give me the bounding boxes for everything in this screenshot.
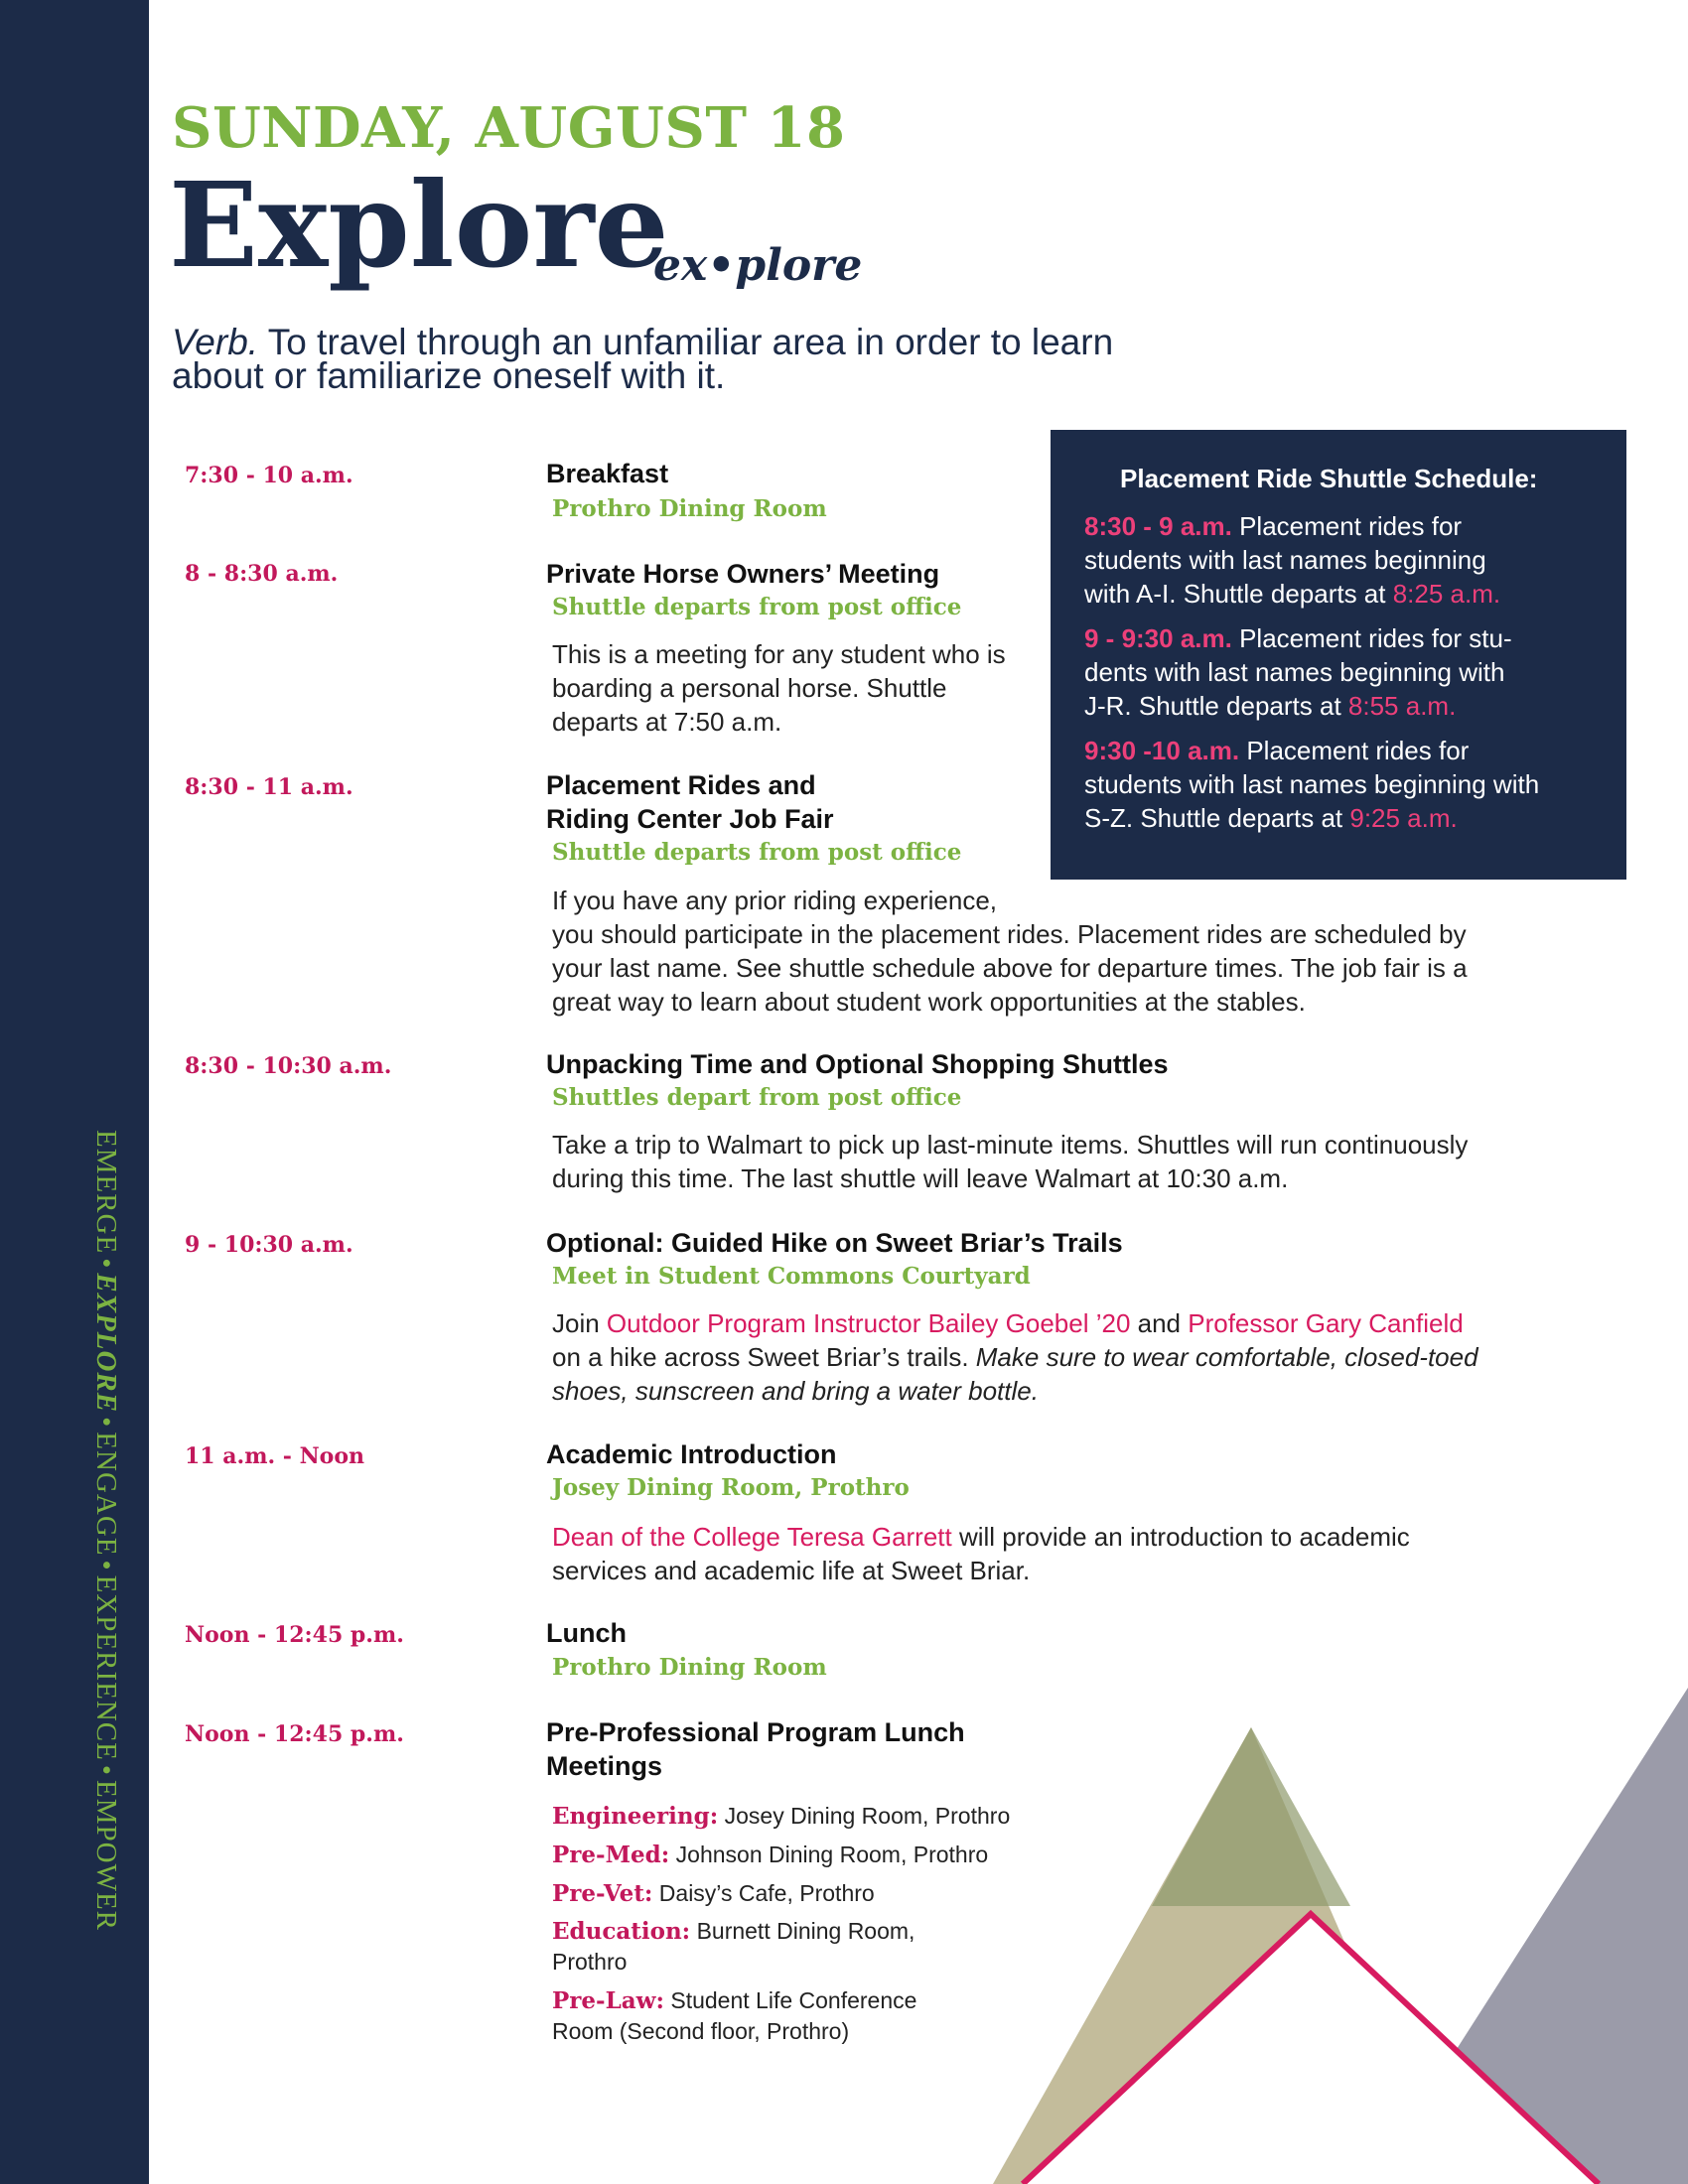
event-time: 9 - 10:30 a.m. [185,1232,353,1258]
program-item: Engineering: Josey Dining Room, Prothro [552,1803,1011,1830]
event-description: This is a meeting for any student who is boarding a personal horse. Shuttle departs at 7:50 a.m. [552,639,1006,737]
event-time: 11 a.m. - Noon [185,1443,365,1469]
shuttle-item: 9:30 -10 a.m. Placement rides for students with last names beginning with S-Z. Shuttle departs at 9:25 a.m. [1084,736,1540,833]
definition-line: about or familiarize oneself with it. [172,355,726,396]
event-time: 8:30 - 10:30 a.m. [185,1053,392,1079]
event-time: Noon - 12:45 p.m. [185,1721,404,1747]
professor-link: Professor Gary Canfield [1188,1308,1464,1338]
event-time: Noon - 12:45 p.m. [185,1622,404,1648]
shuttle-item: 8:30 - 9 a.m. Placement rides for students with last names beginning with A-I. Shuttle departs at 8:25 a.m. [1084,511,1501,609]
event-location: Shuttles depart from post office [552,1084,962,1111]
shuttle-schedule-box [1051,430,1626,880]
event-description: If you have any prior riding experience, you should participate in the placement rides. Placement rides are scheduled by your last name. See shuttle schedule above for departure times. The job fair is a great way to learn about student work opportunities at the stables. [552,886,1468,1017]
event-location: Shuttle departs from post office [552,594,962,620]
sidebar-word: EMPOWER [90,1780,122,1932]
meadow-sky-shape [1152,1727,1350,1906]
page-date: SUNDAY, AUGUST 18 [172,95,846,161]
sidebar-tagline: EMERGE•EXPLORE•ENGAGE•EXPERIENCE•EMPOWER [90,1130,122,1932]
event-title: Lunch [546,1618,627,1648]
shuttle-item: 9 - 9:30 a.m. Placement rides for stu- dents with last names beginning with J-R. Shuttle departs at 8:55 a.m. [1084,623,1512,721]
sidebar-word: ENGAGE [90,1432,122,1557]
event-title: Private Horse Owners’ Meeting [546,559,940,589]
shuttle-title: Placement Ride Shuttle Schedule: [1120,464,1538,493]
event-title: Unpacking Time and Optional Shopping Shuttles [546,1049,1169,1079]
event-title: Placement Rides and Riding Center Job Fair [546,770,834,834]
sidebar-word: EMERGE [90,1130,122,1255]
event-title: Pre-Professional Program Lunch Meetings [546,1717,965,1781]
program-item: Pre-Law: Student Life Conference Room (Second floor, Prothro) [552,1987,917,2044]
event-time: 8:30 - 11 a.m. [185,774,353,800]
event-location: Shuttle departs from post office [552,839,962,866]
definition-line: To travel through an unfamiliar area in order to learn [267,322,1114,362]
event-location: Prothro Dining Room [552,1654,827,1681]
program-item: Pre-Med: Johnson Dining Room, Prothro [552,1842,989,1868]
event-description: Join Outdoor Program Instructor Bailey Goebel ’20 and Professor Gary Canfield on a hike across Sweet Briar’s trails. Make sure to wear comfortable, closed-toed shoes, sunscreen and bring a water bottle. [552,1308,1478,1406]
page-title: Explore [169,156,669,294]
program-item: Education: Burnett Dining Room, Prothro [552,1918,915,1975]
event-time: 7:30 - 10 a.m. [185,463,353,488]
event-location: Prothro Dining Room [552,495,827,522]
sidebar-word: EXPERIENCE [90,1574,122,1761]
sidebar-word-highlighted: EXPLORE [90,1273,122,1414]
event-title: Optional: Guided Hike on Sweet Briar’s Trails [546,1228,1123,1258]
event-location: Meet in Student Commons Courtyard [552,1263,1031,1290]
event-description: Take a trip to Walmart to pick up last-minute items. Shuttles will run continuously during this time. The last shuttle will leave Walmart at 10:30 a.m. [552,1130,1469,1193]
event-description: Dean of the College Teresa Garrett will provide an introduction to academic services and academic life at Sweet Briar. [552,1522,1410,1585]
event-title: Academic Introduction [546,1439,837,1469]
program-item: Pre-Vet: Daisy’s Cafe, Prothro [552,1880,875,1907]
pronunciation: ex•plore [653,240,863,291]
event-location: Josey Dining Room, Prothro [552,1474,910,1501]
event-title: Breakfast [546,459,669,488]
dean-link: Dean of the College Teresa Garrett [552,1522,952,1552]
event-time: 8 - 8:30 a.m. [185,561,339,587]
instructor-link: Outdoor Program Instructor Bailey Goebel ’20 [606,1308,1131,1338]
definition-verb: Verb. [172,322,259,362]
